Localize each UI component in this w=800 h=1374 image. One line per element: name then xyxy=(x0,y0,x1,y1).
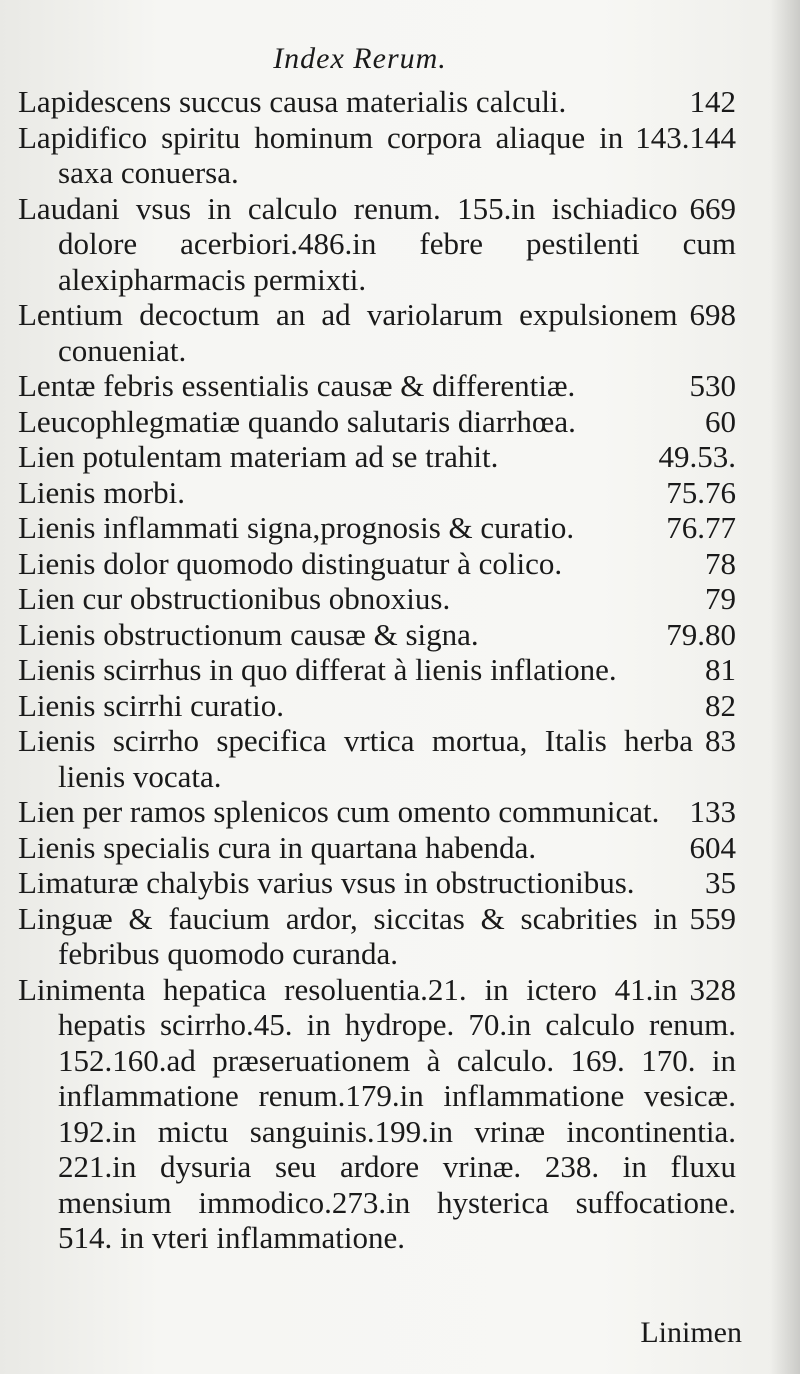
entry-text: Lien cur obstructionibus obnoxius. xyxy=(18,581,451,616)
index-entry xyxy=(18,652,736,688)
page-reference: 82 xyxy=(705,687,736,723)
entry-text: Leucophlegmatiæ quando salutaris diarrhœa. xyxy=(18,403,576,439)
index-entry xyxy=(18,865,736,901)
entry-text: Lienis specialis cura in quartana habenda. xyxy=(18,829,537,865)
page-reference: 79.80 xyxy=(666,616,736,652)
page-reference: 143.144 xyxy=(635,119,736,155)
entry-text: Linimenta hepatica resoluentia.21. in ictero 41.in hepatis scirrho.45. in hydrope. 70.in calculo renum. 152.160.ad præseruationem à calculo. 169. 170. in inflammatione renum.179.in inflammatione vesicæ. 192.in mictu sanguinis.199.in vrinæ incontinentia. 221.in dysuria seu ardore vrinæ. 238. in fluxu mensium immodico.273.in hysterica suffocatione. 514. in vteri inflammatione. xyxy=(18,971,736,1255)
page-reference: 328 xyxy=(689,971,736,1007)
index-entry xyxy=(18,191,736,298)
entry-text: Lienis morbi. xyxy=(18,474,186,510)
entry-text: Lapidifico spiritu hominum corpora aliaque in saxa conuersa. xyxy=(18,119,624,190)
entry-text: Laudani vsus in calculo renum. 155.in ischiadico dolore acerbiori.486.in febre pestilenti cum alexipharmacis permixti. xyxy=(18,190,736,297)
page-reference: 604 xyxy=(689,829,736,865)
index-entry xyxy=(18,297,736,368)
entry-text: Lentium decoctum an ad variolarum expulsionem conueniat. xyxy=(18,297,678,368)
page-reference: 669 xyxy=(689,190,736,226)
index-entry xyxy=(18,617,736,653)
index-entry xyxy=(18,404,736,440)
index-entry xyxy=(18,368,736,404)
index-entry xyxy=(18,439,736,475)
catchword: Linimen xyxy=(640,1316,742,1349)
page-reference: 133 xyxy=(689,794,736,829)
entry-text: Lienis obstructionum causæ & signa. xyxy=(18,616,479,652)
index-entry xyxy=(18,546,736,582)
index-entry xyxy=(18,475,736,511)
page-reference: 83 xyxy=(705,723,736,758)
page-reference: 76.77 xyxy=(666,510,736,545)
entry-text: Lienis scirrhus in quo differat à lienis inflatione. xyxy=(18,652,617,687)
index-entry xyxy=(18,972,736,1256)
index-entry xyxy=(18,830,736,866)
entry-text: Linguæ & faucium ardor, siccitas & scabrities in febribus quomodo curanda. xyxy=(18,900,678,971)
entry-text: Lienis scirrhi curatio. xyxy=(18,687,284,723)
entry-text: Lentæ febris essentialis causæ & differentiæ. xyxy=(18,368,576,403)
page-edge-shadow xyxy=(770,0,800,1374)
page-reference: 142 xyxy=(689,84,736,119)
index-entry xyxy=(18,901,736,972)
page-reference: 35 xyxy=(705,865,736,900)
index-entry xyxy=(18,84,736,120)
index-entry xyxy=(18,723,736,794)
entry-text: Lienis inflammati signa,prognosis & curatio. xyxy=(18,510,575,545)
page-reference: 698 xyxy=(689,297,736,332)
page-header: Index Rerum. xyxy=(273,42,447,75)
entry-text: Lienis dolor quomodo distinguatur à colico. xyxy=(18,545,563,581)
entry-text: Limaturæ chalybis varius vsus in obstructionibus. xyxy=(18,865,635,900)
page-reference: 49.53. xyxy=(658,439,736,474)
page-reference: 78 xyxy=(705,545,736,581)
page-reference: 559 xyxy=(689,900,736,936)
entry-text: Lienis scirrho specifica vrtica mortua, Italis herba lienis vocata. xyxy=(18,723,693,794)
entry-text: Lien potulentam materiam ad se trahit. xyxy=(18,439,499,474)
index-entry xyxy=(18,581,736,617)
page-reference: 60 xyxy=(705,403,736,439)
index-entry xyxy=(18,794,736,830)
entry-text: Lien per ramos splenicos cum omento communicat. xyxy=(18,794,660,829)
index-entry xyxy=(18,120,736,191)
entry-text: Lapidescens succus causa materialis calculi. xyxy=(18,84,567,119)
page-reference: 81 xyxy=(705,652,736,687)
index-entries xyxy=(18,84,736,1256)
index-entry xyxy=(18,510,736,546)
page-reference: 530 xyxy=(689,368,736,403)
page-reference: 79 xyxy=(705,581,736,616)
index-entry xyxy=(18,688,736,724)
page-reference: 75.76 xyxy=(666,474,736,510)
